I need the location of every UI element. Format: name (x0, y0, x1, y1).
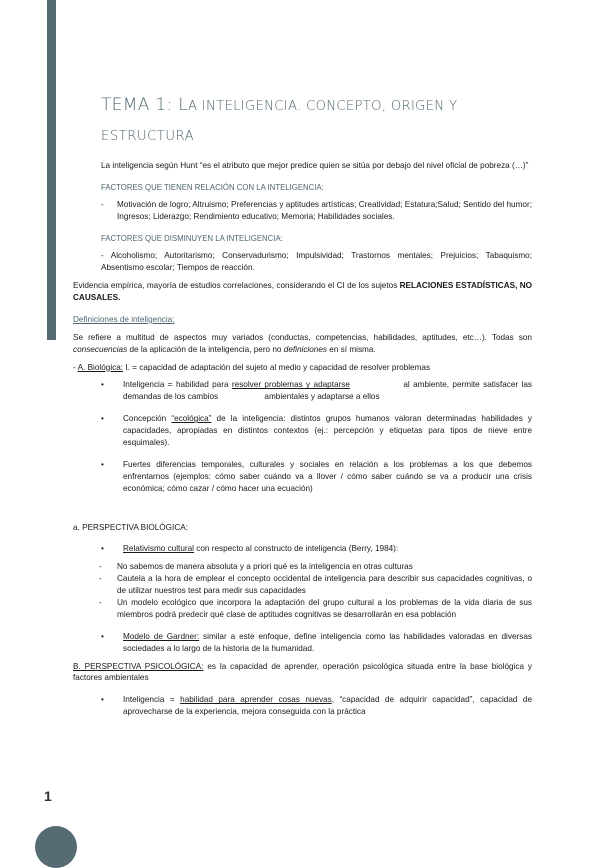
bullet-dot: • (101, 631, 104, 641)
page-title (101, 88, 531, 150)
biologica-a-text: I. = capacidad de adaptación del sujeto al medio y capacidad de resolver problemas (125, 362, 431, 372)
relativismo-text: con respecto al constructo de inteligencia (Berry, 1984): (196, 544, 399, 554)
relativismo-dash-3 (73, 597, 532, 621)
sidebar-accent-bar (47, 0, 56, 340)
definitions-paragraph (73, 332, 532, 356)
corner-decoration (35, 826, 77, 868)
definitions-definitions: definiciones (283, 344, 328, 354)
bullet-dot: • (101, 414, 104, 424)
b1-text-a: Inteligencia = habilidad para (123, 380, 229, 390)
biologica-a-line (73, 362, 532, 374)
evidence-text: Evidencia empírica, mayoría de estudios correlaciones, considerando el CI de los sujetos (73, 281, 398, 291)
dash-marker: - (99, 574, 102, 584)
relativismo-underlined: Relativismo cultural (123, 544, 194, 554)
factors-decrease-text: - Alcoholismo; Autoritarismo; Conservadurismo; Impulsividad; Trastornos mentales; Prejuicios; Tabaquismo; Absentismo escolar; Tiempos de reacción. (101, 251, 532, 273)
definitions-text-b: de la aplicación de la inteligencia, pero no (129, 344, 282, 354)
relativismo-bullet (73, 543, 532, 555)
perspectiva-psi-label: B. PERSPECTIVA PSICOLÓGICA: (73, 661, 204, 671)
factors-related-item (73, 199, 532, 223)
biologica-a-bullet-3 (73, 459, 532, 495)
page-number: 1 (44, 788, 52, 804)
gardner-text: similar a este enfoque, define inteligencia como las habilidades valoradas en diversas sociedades a lo largo de la historia de la humanidad. (123, 631, 532, 653)
b1-text-b: al ambiente, permite satisfacer las demandas de los cambios (123, 380, 532, 402)
b1-text-c: ambientales y adaptarse a ellos (264, 392, 380, 402)
biologica-a-bullet-1 (73, 379, 532, 403)
definitions-text-c: en sí misma. (329, 344, 376, 354)
evidence-bold: RELACIONES ESTADÍSTICAS, NO CAUSALES. (73, 281, 532, 302)
dash-marker: - (99, 562, 102, 572)
evidence-paragraph (73, 280, 532, 304)
dash-text: Cautela a la hora de emplear el concepto occidental de inteligencia para describir sus capacidades cognitivas, o de utilizar nuestros test para medir sus capacidades (117, 574, 532, 596)
bullet-dot: • (101, 380, 104, 390)
title-tema: TEMA 1: (101, 95, 173, 115)
relativismo-dash-2 (73, 573, 532, 597)
dash-marker: - (101, 200, 104, 210)
bullet-text (123, 694, 532, 718)
definitions-heading: Definiciones de inteligencia: (73, 314, 175, 324)
b2-underlined: “ecológica” (171, 414, 212, 424)
psi-b1-text-a: Inteligencia = (123, 695, 175, 705)
bullet-text (123, 543, 532, 555)
psi-bullet-1 (73, 694, 532, 718)
perspectiva-psi-text: es la capacidad de aprender, operación psicológica situada entre la base biológica y factores ambientales (73, 661, 532, 683)
relativismo-dash-1 (73, 561, 532, 573)
biologica-a-label: A. Biológica: (77, 362, 124, 372)
b2-text-b: de la inteligencia: distintos grupos humanos valoran determinadas habilidades y capacidades, apropiadas en distintos contextos (ej.: percepción y etiquetas para tipos de nieve entre esquimales). (123, 414, 533, 447)
document-body (73, 160, 532, 718)
dash-text: No sabemos de manera absoluta y a priori qué es la inteligencia en otras culturas (117, 562, 413, 572)
gardner-underlined: Modelo de Gardner: (123, 631, 200, 641)
bullet-dot: • (101, 544, 104, 554)
bullet-dot: • (101, 459, 104, 469)
title-line-1 (101, 88, 531, 124)
psi-b1-underlined: habilidad para aprender cosas nuevas (180, 695, 332, 705)
bullet-dot: • (101, 695, 104, 705)
title-initial: L (178, 95, 188, 115)
dash-text: Un modelo ecológico que incorpora la adaptación del grupo cultural a los problemas de la vida diaria de sus miembros podrá predecir qué clase de aptitudes cognitivas se desarrollarán en esa población (117, 597, 532, 619)
gardner-bullet (73, 631, 532, 655)
factors-decrease-heading: FACTORES QUE DISMINUYEN LA INTELIGENCIA: (101, 233, 283, 243)
definitions-text-a: Se refiere a multitud de aspectos muy variados (conductas, competencias, habilidades, aptitudes, etc…). Todas son (73, 332, 532, 342)
psi-b1-text-b: , “capacidad de adquirir capacidad”, capacidad de aprovecharse de la experiencia, mejora conseguida con la práctica (123, 695, 532, 717)
title-line-2: ESTRUCTURA (101, 129, 195, 144)
biologica-a-bullet-2 (73, 413, 532, 449)
intro-quote: La inteligencia según Hunt “es el atributo que mejor predice quien se sitúa por debajo del nivel oficial de pobreza (…)” (101, 161, 529, 170)
bullet-text: Fuertes diferencias temporales, culturales y sociales en relación a los problemas a los que debemos enfrentarnos (ejemplos: cómo saber cuándo va a llover / cómo saber cuándo se va a producir una crisis económica; cómo cazar / cómo hacer una ecuación) (123, 459, 532, 493)
dash-marker: - (99, 597, 102, 607)
title-rest: A INTELIGENCIA. CONCEPTO, ORIGEN Y (187, 99, 458, 114)
perspectiva-bio-heading: a. PERSPECTIVA BIOLÓGICA: (73, 522, 188, 532)
bullet-text (123, 413, 532, 449)
bullet-text (123, 631, 532, 655)
bullet-text (123, 379, 532, 403)
b2-text-a: Concepción (123, 414, 167, 424)
factors-related-text: Motivación de logro; Altruismo; Preferencias y aptitudes artísticas; Creatividad; Estatura;Salud; Sentido del humor; Ingresos; Liderazgo; Rendimiento educativo; Memoria; Habilidades sociales. (117, 200, 532, 222)
definitions-consequences: consecuencias (73, 344, 128, 354)
perspectiva-psi-paragraph (73, 661, 532, 685)
factors-related-heading: FACTORES QUE TIENEN RELACIÓN CON LA INTELIGENCIA: (101, 182, 324, 192)
b1-underlined: resolver problemas y adaptarse (231, 380, 350, 390)
biologica-a-prefix: - (73, 362, 78, 372)
